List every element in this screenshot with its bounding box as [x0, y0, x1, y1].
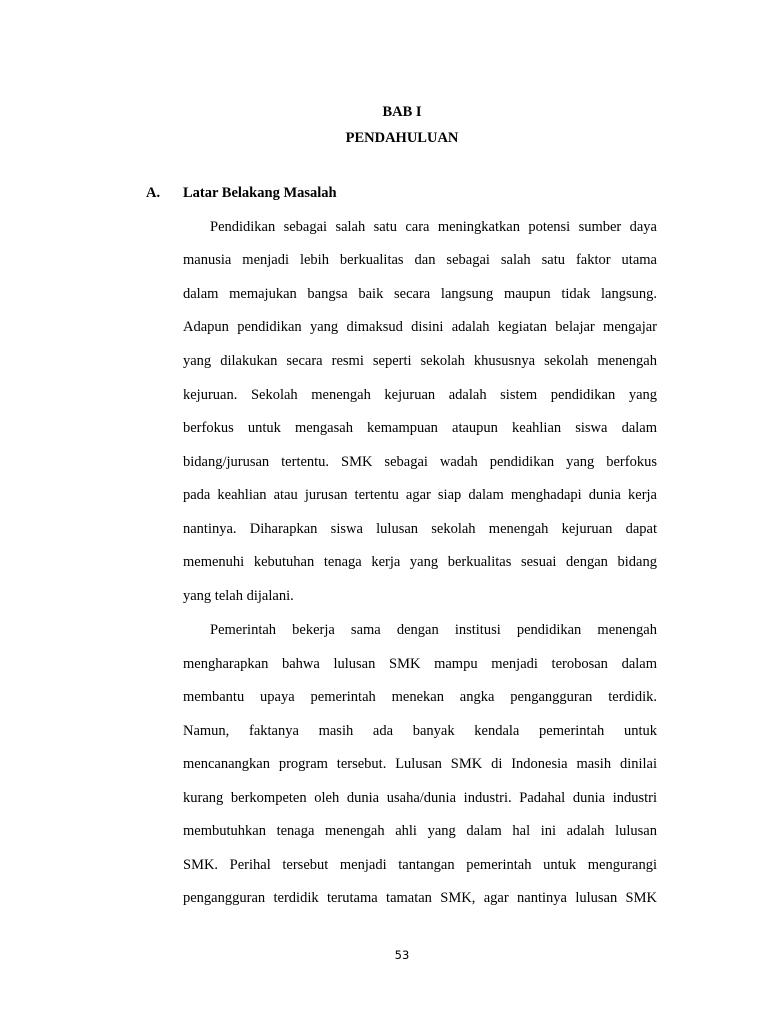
paragraph-2-line: SMK. Perihal tersebut menjadi tantangan pemerintah untuk mengurangi: [183, 857, 657, 873]
paragraph-2-line: Pemerintah bekerja sama dengan institusi pendidikan menengah: [210, 622, 657, 638]
paragraph-2-line: membantu upaya pemerintah menekan angka pengangguran terdidik.: [183, 689, 657, 705]
paragraph-1-line: Pendidikan sebagai salah satu cara meningkatkan potensi sumber daya: [210, 219, 657, 235]
paragraph-2-line: mengharapkan bahwa lulusan SMK mampu menjadi terobosan dalam: [183, 656, 657, 672]
paragraph-1-line: yang telah dijalani.: [183, 588, 294, 604]
paragraph-1-line: bidang/jurusan tertentu. SMK sebagai wadah pendidikan yang berfokus: [183, 454, 657, 470]
paragraph-1-line: nantinya. Diharapkan siswa lulusan sekolah menengah kejuruan dapat: [183, 521, 657, 537]
paragraph-1-line: Adapun pendidikan yang dimaksud disini adalah kegiatan belajar mengajar: [183, 319, 657, 335]
page-number: 53: [394, 948, 410, 962]
paragraph-1-line: memenuhi kebutuhan tenaga kerja yang berkualitas sesuai dengan bidang: [183, 554, 657, 570]
section-heading-text: Latar Belakang Masalah: [183, 185, 337, 201]
section-heading: [146, 185, 337, 202]
chapter-title: PENDAHULUAN: [345, 130, 459, 146]
paragraph-1-line: dalam memajukan bangsa baik secara langsung maupun tidak langsung.: [183, 286, 657, 302]
paragraph-1-line: yang dilakukan secara resmi seperti sekolah khususnya sekolah menengah: [183, 353, 657, 369]
paragraph-1-line: manusia menjadi lebih berkualitas dan sebagai salah satu faktor utama: [183, 252, 657, 268]
paragraph-2-line: pengangguran terdidik terutama tamatan SMK, agar nantinya lulusan SMK: [183, 890, 657, 906]
paragraph-1-line: kejuruan. Sekolah menengah kejuruan adalah sistem pendidikan yang: [183, 387, 657, 403]
paragraph-2-line: kurang berkompeten oleh dunia usaha/dunia industri. Padahal dunia industri: [183, 790, 657, 806]
section-letter: A.: [146, 185, 161, 201]
paragraph-2-line: mencanangkan program tersebut. Lulusan SMK di Indonesia masih dinilai: [183, 756, 657, 772]
paragraph-2-line: membutuhkan tenaga menengah ahli yang dalam hal ini adalah lulusan: [183, 823, 657, 839]
paragraph-1-line: pada keahlian atau jurusan tertentu agar siap dalam menghadapi dunia kerja: [183, 487, 657, 503]
chapter-label: BAB I: [382, 104, 422, 120]
paragraph-2-line: Namun, faktanya masih ada banyak kendala pemerintah untuk: [183, 723, 657, 739]
paragraph-1-line: berfokus untuk mengasah kemampuan ataupun keahlian siswa dalam: [183, 420, 657, 436]
